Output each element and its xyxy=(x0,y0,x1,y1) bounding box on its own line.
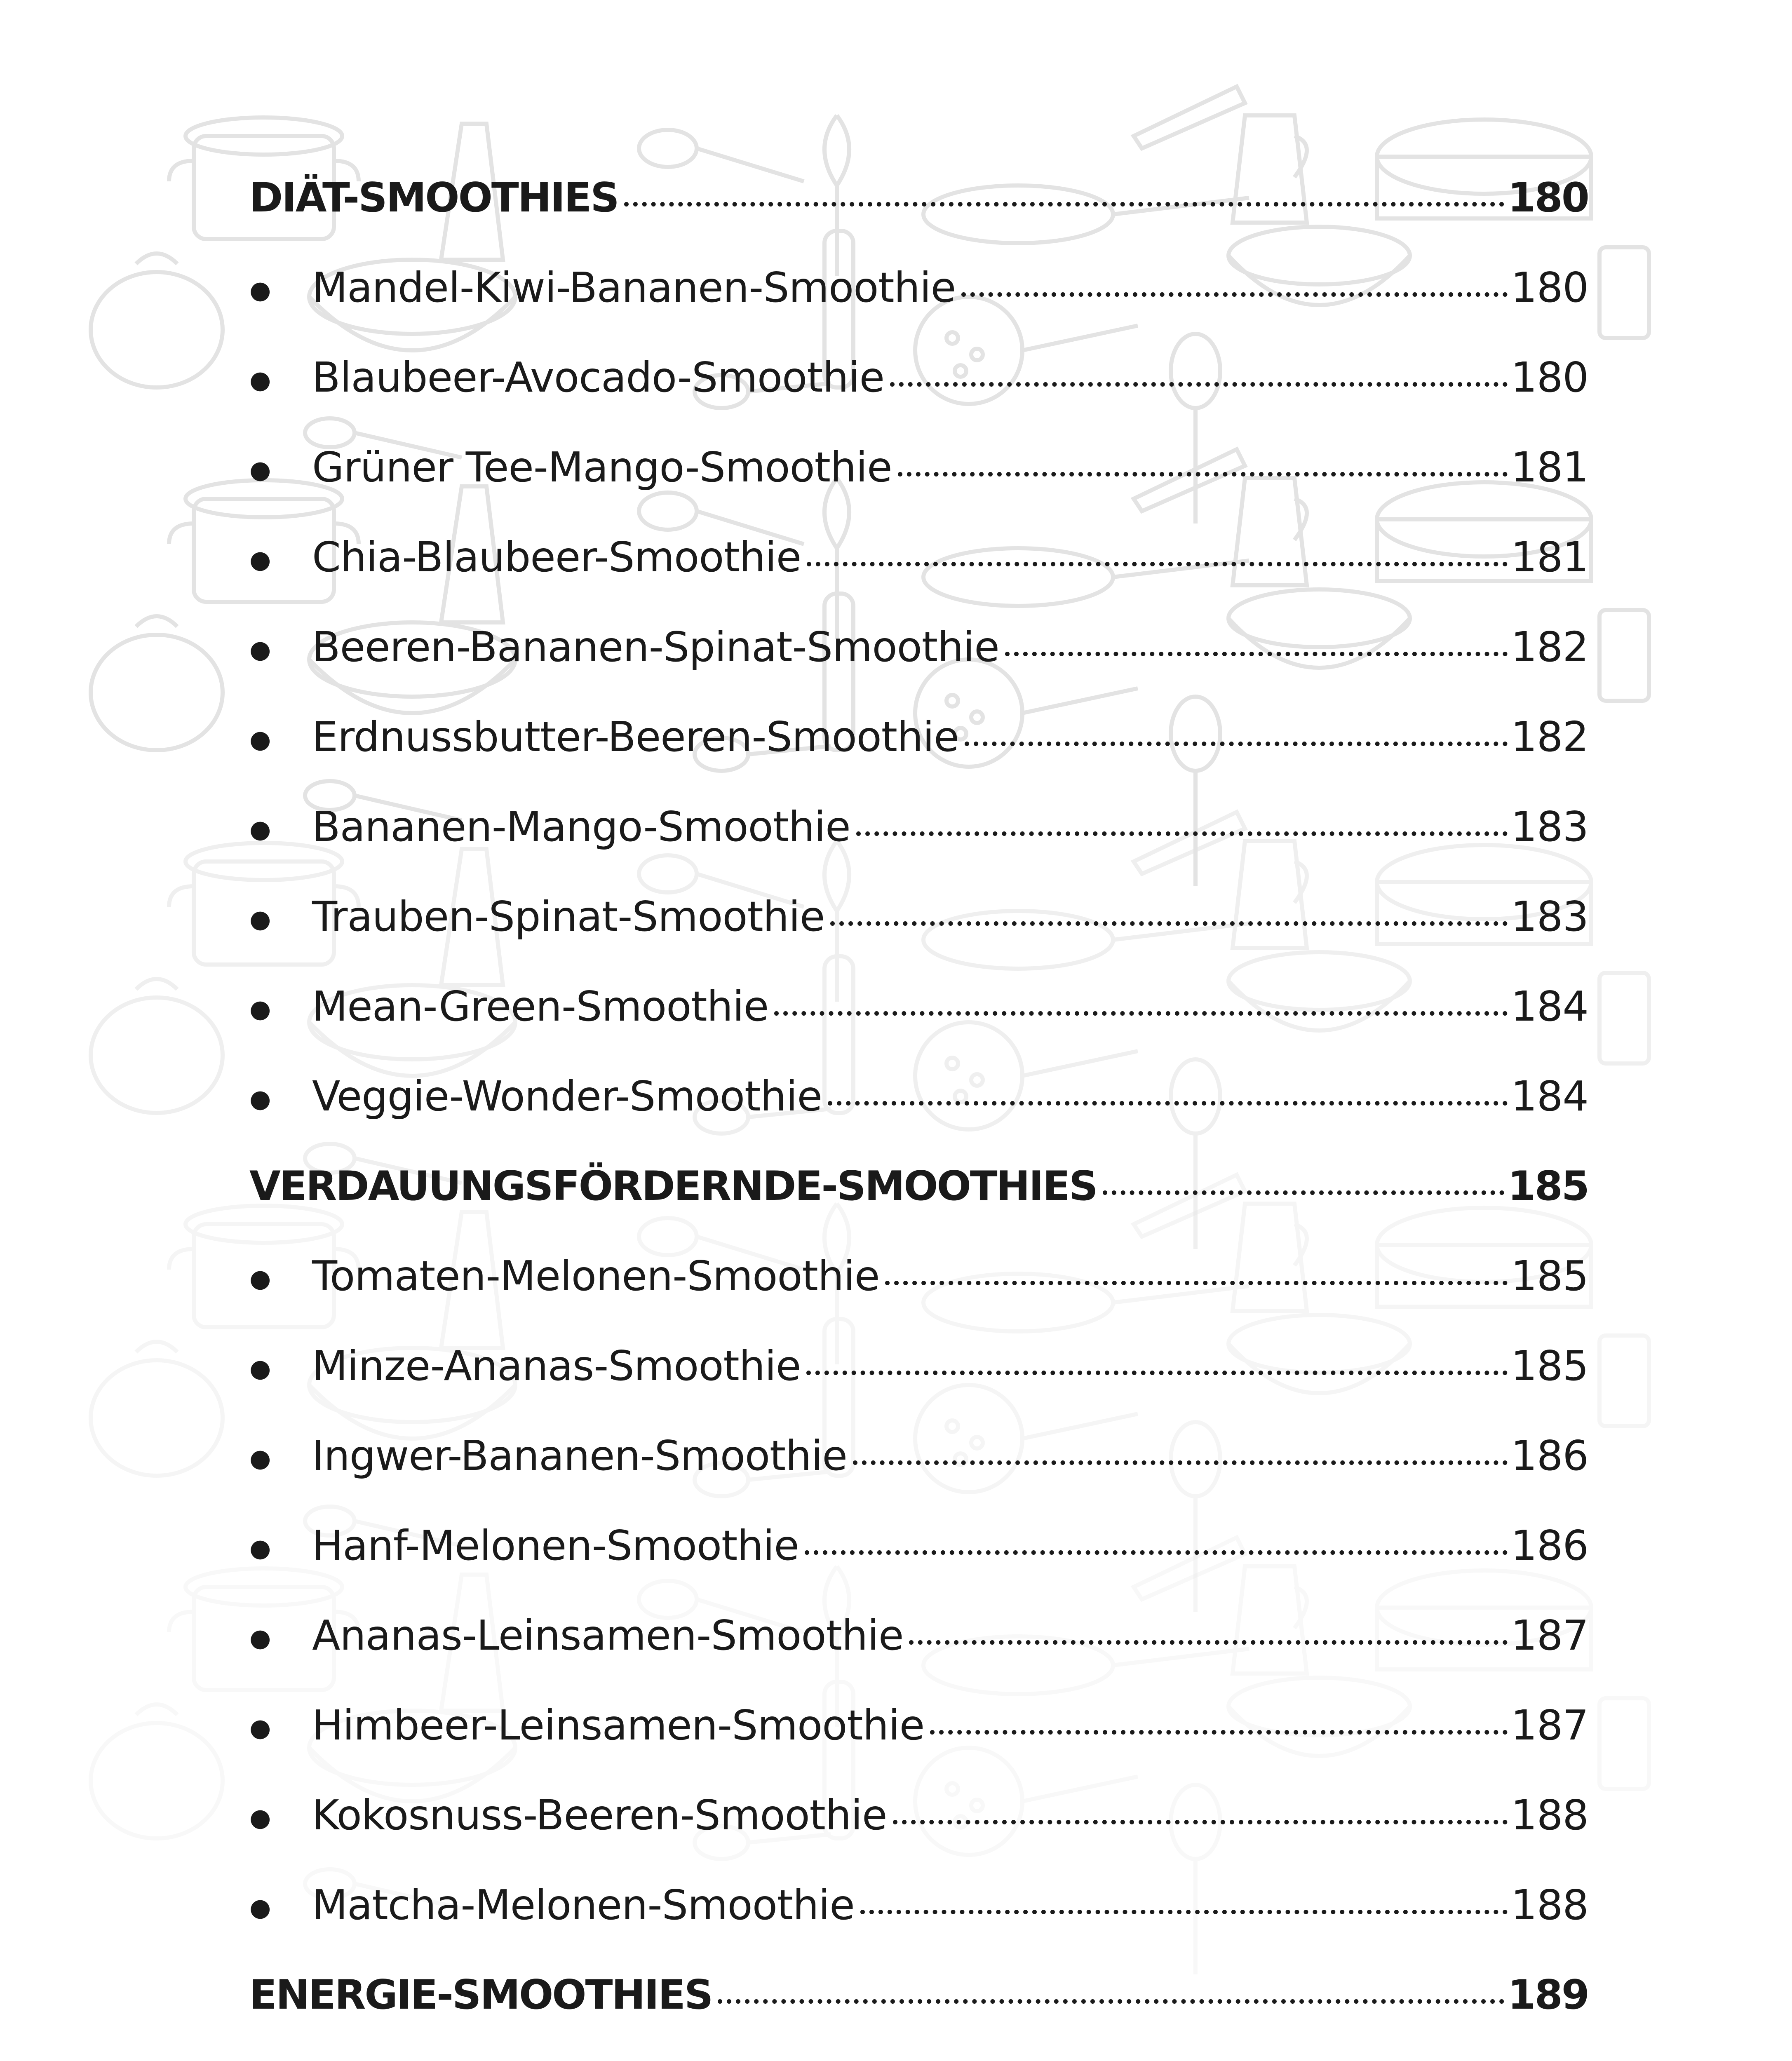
bullet-icon: ● xyxy=(249,635,271,664)
toc-page-number: 185 xyxy=(1508,1163,1588,1210)
toc-page-number: 182 xyxy=(1511,713,1588,761)
toc-entry-title: Mandel-Kiwi-Bananen-Smoothie xyxy=(312,263,956,312)
bullet-icon: ● xyxy=(249,1264,271,1293)
dot-leader xyxy=(860,1910,1508,1914)
toc-entry-title: Blaubeer-Avocado-Smoothie xyxy=(312,353,885,401)
toc-entry-title: Grüner Tee-Mango-Smoothie xyxy=(312,443,892,491)
toc-page-number: 185 xyxy=(1511,1342,1588,1390)
bullet-icon: ● xyxy=(249,1803,271,1832)
bullet-icon: ● xyxy=(249,455,271,484)
toc-entry-title: Mean-Green-Smoothie xyxy=(312,982,769,1030)
dot-leader xyxy=(930,1730,1508,1735)
dot-leader xyxy=(890,382,1508,387)
toc-entry-title: Ingwer-Bananen-Smoothie xyxy=(312,1432,847,1480)
toc-page-number: 184 xyxy=(1511,1072,1588,1120)
toc-entry-title: Erdnussbutter-Beeren-Smoothie xyxy=(312,713,959,761)
dot-leader xyxy=(805,1550,1508,1555)
bullet-icon: ● xyxy=(249,725,271,754)
bullet-icon: ● xyxy=(249,1084,271,1113)
toc-page-number: 187 xyxy=(1511,1701,1588,1749)
toc-page-number: 188 xyxy=(1511,1791,1588,1839)
toc-entry[interactable] xyxy=(249,535,1588,624)
bullet-icon: ● xyxy=(249,1714,271,1742)
dot-leader xyxy=(1103,1190,1505,1195)
dot-leader xyxy=(961,292,1508,297)
toc-entry-title: Bananen-Mango-Smoothie xyxy=(312,803,850,851)
toc-entry-title: Ananas-Leinsamen-Smoothie xyxy=(312,1611,904,1660)
dot-leader xyxy=(898,472,1508,477)
toc-entry[interactable] xyxy=(249,1074,1588,1164)
toc-entry[interactable] xyxy=(249,1254,1588,1343)
bullet-icon: ● xyxy=(249,905,271,934)
toc-section-heading[interactable] xyxy=(249,1972,1588,2061)
dot-leader xyxy=(830,921,1508,926)
toc-entry[interactable] xyxy=(249,445,1588,535)
toc-entry-title: Kokosnuss-Beeren-Smoothie xyxy=(312,1791,887,1839)
toc-entry-title: Beeren-Bananen-Spinat-Smoothie xyxy=(312,623,999,671)
bullet-icon: ● xyxy=(249,1354,271,1383)
dot-leader xyxy=(828,1101,1508,1106)
toc-entry[interactable] xyxy=(249,1523,1588,1613)
toc-page-number: 180 xyxy=(1511,263,1588,312)
bullet-icon: ● xyxy=(249,815,271,844)
dot-leader xyxy=(774,1011,1508,1016)
bullet-icon: ● xyxy=(249,1893,271,1922)
toc-entry[interactable] xyxy=(249,894,1588,984)
toc-entry-title: Tomaten-Melonen-Smoothie xyxy=(312,1252,880,1300)
toc-entry[interactable] xyxy=(249,355,1588,445)
toc-entry[interactable] xyxy=(249,624,1588,714)
toc-entry-title: Matcha-Melonen-Smoothie xyxy=(312,1881,855,1929)
toc-entry[interactable] xyxy=(249,1703,1588,1793)
dot-leader xyxy=(718,1999,1504,2004)
toc-entry-title: ENERGIE-SMOOTHIES xyxy=(249,1972,712,2019)
toc-entry-title: Trauben-Spinat-Smoothie xyxy=(312,892,825,941)
toc-page-number: 185 xyxy=(1511,1252,1588,1300)
table-of-contents xyxy=(249,175,1588,2061)
bullet-icon: ● xyxy=(249,995,271,1023)
dot-leader xyxy=(856,831,1508,836)
toc-entry-title: Hanf-Melonen-Smoothie xyxy=(312,1521,799,1570)
toc-page-number: 187 xyxy=(1511,1611,1588,1660)
toc-page-number: 186 xyxy=(1511,1521,1588,1570)
toc-entry-title: Chia-Blaubeer-Smoothie xyxy=(312,533,801,581)
dot-leader xyxy=(807,562,1508,566)
dot-leader xyxy=(806,1371,1508,1375)
toc-entry[interactable] xyxy=(249,1433,1588,1523)
dot-leader xyxy=(885,1281,1508,1285)
bullet-icon: ● xyxy=(249,366,271,394)
toc-page-number: 189 xyxy=(1508,1972,1588,2019)
toc-entry[interactable] xyxy=(249,804,1588,894)
dot-leader xyxy=(853,1460,1508,1465)
dot-leader xyxy=(965,742,1508,746)
toc-entry-title: DIÄT-SMOOTHIES xyxy=(249,174,618,221)
toc-page-number: 180 xyxy=(1511,353,1588,401)
dot-leader xyxy=(1005,652,1508,656)
toc-page-number: 184 xyxy=(1511,982,1588,1030)
bullet-icon: ● xyxy=(249,276,271,305)
bullet-icon: ● xyxy=(249,1444,271,1473)
toc-entry[interactable] xyxy=(249,1793,1588,1883)
toc-entry[interactable] xyxy=(249,714,1588,804)
toc-entry-title: Himbeer-Leinsamen-Smoothie xyxy=(312,1701,925,1749)
toc-page-number: 183 xyxy=(1511,892,1588,941)
toc-entry-title: Minze-Ananas-Smoothie xyxy=(312,1342,801,1390)
bullet-icon: ● xyxy=(249,1534,271,1563)
bullet-icon: ● xyxy=(249,1624,271,1653)
toc-page-number: 183 xyxy=(1511,803,1588,851)
toc-section-heading[interactable] xyxy=(249,175,1588,265)
toc-page-number: 181 xyxy=(1511,533,1588,581)
toc-page-number: 182 xyxy=(1511,623,1588,671)
toc-page-number: 180 xyxy=(1508,174,1588,221)
toc-section-heading[interactable] xyxy=(249,1164,1588,1254)
dot-leader xyxy=(909,1640,1508,1645)
toc-entry-title: Veggie-Wonder-Smoothie xyxy=(312,1072,822,1120)
dot-leader xyxy=(624,202,1505,207)
toc-entry[interactable] xyxy=(249,265,1588,355)
toc-entry-title: VERDAUUNGSFÖRDERNDE-SMOOTHIES xyxy=(249,1163,1097,1210)
bullet-icon: ● xyxy=(249,545,271,574)
toc-entry[interactable] xyxy=(249,984,1588,1074)
toc-page-number: 188 xyxy=(1511,1881,1588,1929)
toc-page-number: 186 xyxy=(1511,1432,1588,1480)
dot-leader xyxy=(893,1820,1508,1824)
toc-page-number: 181 xyxy=(1511,443,1588,491)
toc-entry[interactable] xyxy=(249,1883,1588,1972)
toc-entry[interactable] xyxy=(249,1613,1588,1703)
toc-entry[interactable] xyxy=(249,1343,1588,1433)
